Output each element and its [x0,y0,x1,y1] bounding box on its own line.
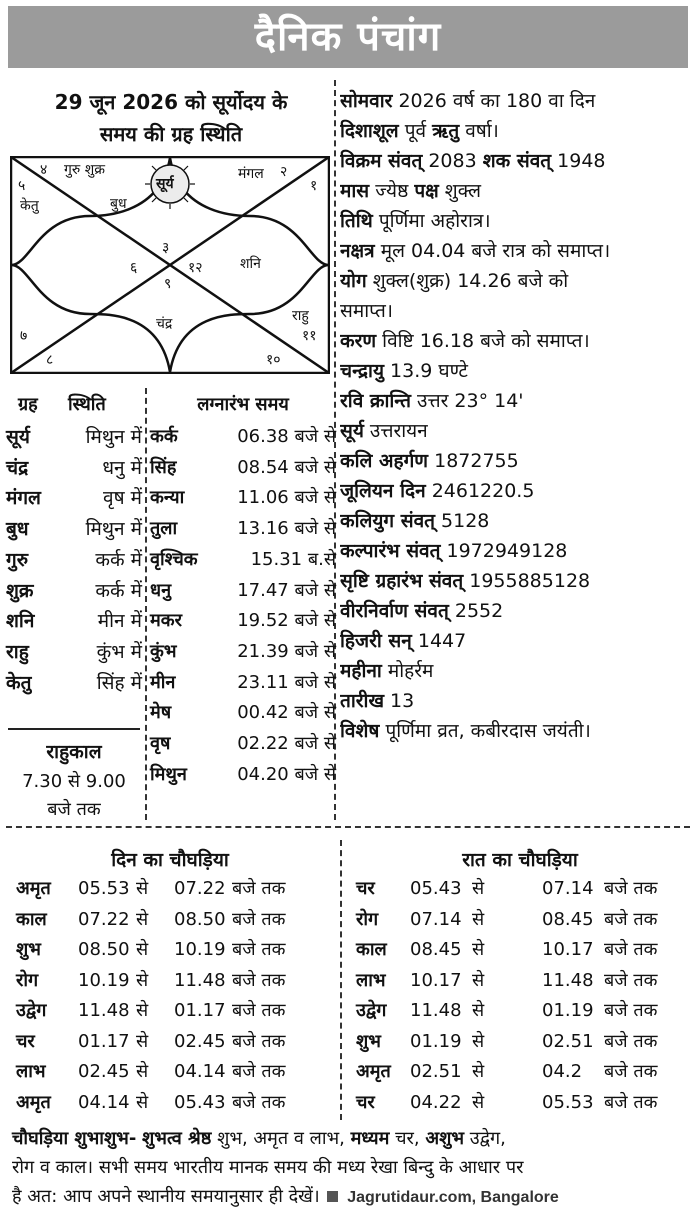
night-choghadiya-title: रात का चौघड़िया [462,849,578,871]
panchang-value: 2461220.5 [431,480,535,502]
choghadiya-row [356,996,684,1027]
choghadiya-end: 05.53 [542,1091,594,1113]
graha-row [6,453,142,484]
choghadiya-separator: से [472,1000,485,1021]
house-5-number: ५ [18,178,26,194]
panchang-value: मोहर्रम [387,660,434,682]
choghadiya-row [16,966,312,997]
panchang-row [340,506,692,536]
panchang-row [340,416,692,446]
lagna-time: 13.16 बजे से [237,518,336,540]
panchang-value: 5128 [441,510,490,532]
panchang-value: शुक्ल [444,180,481,202]
panchang-value: उत्तरायन [369,420,428,442]
panchang-key: मास [340,180,370,202]
choghadiya-name: अमृत [16,878,51,899]
graha-name: शनि [6,610,35,633]
choghadiya-suffix: बजे तक [232,1030,286,1052]
choghadiya-suffix: बजे तक [604,1061,658,1082]
graha-name: शुक्र [6,579,34,602]
lagna-name: धनु [150,579,172,601]
choghadiya-separator: से [472,939,485,960]
panchang-row [340,716,692,746]
panchang-row [340,446,692,476]
lagna-row [150,453,336,484]
planet-ketu: केतु [20,198,39,214]
lagna-row [150,514,336,545]
choghadiya-end: 10.17 [542,939,594,960]
lagna-time: 11.06 बजे से [237,487,336,509]
graha-row [6,576,142,607]
panchang-row [340,596,692,626]
choghadiya-separator: से [136,1030,149,1052]
graha-name: केतु [6,671,32,694]
panchang-row [340,206,692,236]
rahukaal-suffix: बजे तक [47,799,101,820]
panchang-key: महीना [340,660,382,682]
panchang-value: 2026 वर्ष का 180 वा दिन [398,90,596,112]
choghadiya-row [356,935,684,966]
choghadiya-suffix: बजे तक [604,1000,658,1021]
panchang-key: करण [340,330,377,352]
choghadiya-separator: से [136,878,149,899]
lagna-row [150,668,336,699]
panchang-value: पूर्णिमा अहोरात्र। [378,210,491,232]
planet-shani: शनि [240,256,261,272]
choghadiya-name: शुभ [16,939,41,960]
panchang-key: सृष्टि ग्रहारंभ संवत् [340,570,464,592]
choghadiya-row [16,1027,312,1058]
panchang-row [340,476,692,506]
lagna-row [150,729,336,760]
lagna-row [150,698,336,729]
house-1-number: १ [310,178,318,194]
panchang-value: 1948 [557,150,606,172]
choghadiya-suffix: बजे तक [232,878,286,899]
footer-note [12,1124,688,1212]
choghadiya-row [356,1088,684,1119]
graha-row [6,422,142,453]
choghadiya-name: लाभ [356,969,386,991]
graha-sign: कर्क में [95,579,142,602]
lagna-time: 23.11 बजे से [237,671,336,693]
panchang-row [340,236,692,266]
lagna-time: 19.52 बजे से [237,610,336,632]
choghadiya-start: 07.14 [410,908,462,930]
panchang-value: 13.9 घण्टे [390,360,468,382]
graha-table [6,422,142,698]
panchang-key: रवि क्रान्ति [340,390,411,412]
choghadiya-row [356,874,684,905]
house-12-number: १२ [188,260,203,276]
graha-name: बुध [6,518,29,541]
panchang-row [340,566,692,596]
planet-budh: बुध [110,196,127,212]
day-choghadiya-title: दिन का चौघड़िया [111,849,229,871]
lagna-time: 15.31 ब.से [250,548,336,570]
graha-name: मंगल [6,487,41,510]
panchang-row [340,266,692,296]
graha-sign: मिथुन में [85,426,142,448]
panchang-value: ज्येष्ठ [375,180,409,202]
choghadiya-start: 05.43 [410,878,462,899]
choghadiya-start: 04.14 [78,1091,130,1113]
panchang-key: चन्द्रायु [340,360,384,382]
choghadiya-end: 04.2 [542,1061,583,1082]
choghadiya-end: 02.45 [174,1030,226,1052]
choghadiya-name: अमृत [16,1091,51,1113]
choghadiya-start: 11.48 [78,1000,130,1021]
panchang-value: 2552 [454,600,504,622]
lagna-name: कुंभ [150,640,177,662]
panchang-key: कल्पारंभ संवत् [340,540,441,562]
graha-name: सूर्य [6,426,30,448]
lagna-header: लग्नारंभ समय [197,394,289,415]
panchang-key: योग [340,270,367,292]
panchang-row [340,656,692,686]
graha-row [6,483,142,514]
lagna-time: 02.22 बजे से [237,733,336,755]
choghadiya-start: 11.48 [410,1000,462,1021]
lagna-name: तुला [150,518,178,540]
graha-sign: मीन में [97,610,142,633]
panchang-value: समाप्त। [340,300,394,322]
choghadiya-suffix: बजे तक [604,878,658,899]
lagna-time: 17.47 बजे से [237,579,336,601]
graha-sign: धनु में [102,456,142,479]
panchang-key: तारीख [340,690,384,712]
panchang-key: विक्रम संवत् [340,150,423,172]
house-9-number: ९ [164,276,172,292]
lagna-time: 21.39 बजे से [237,640,336,662]
footer-best-label: शुभत्व श्रेष्ठ [142,1128,212,1149]
panchang-row [340,116,692,146]
panchang-value: 2083 [428,150,477,172]
panchang-row [340,296,692,326]
choghadiya-start: 08.50 [78,939,130,960]
chart-title-line-1: 29 जून 2026 को सूर्योदय के [54,90,288,114]
footer-bad-text: उद्वेग, [469,1128,506,1149]
lagna-name: वृष [150,733,171,755]
chart-title-line-2: समय की ग्रह स्थिति [99,122,243,146]
rahukaal-divider [8,728,140,730]
panchang-value: मूल 04.04 बजे रात्र को समाप्त। [380,240,611,262]
choghadiya-end: 04.14 [174,1061,226,1082]
lagna-name: मीन [150,671,176,693]
choghadiya-start: 02.45 [78,1061,130,1082]
choghadiya-row [356,966,684,997]
choghadiya-suffix: बजे तक [232,1061,286,1082]
kundli-chart [10,156,330,374]
panchang-row [340,86,692,116]
choghadiya-separator: से [136,939,149,960]
choghadiya-name: उद्वेग [356,1000,387,1021]
panchang-row [340,176,692,206]
panchang-details [340,86,692,746]
choghadiya-separator: से [136,1091,149,1113]
choghadiya-end: 01.17 [174,1000,226,1021]
lagna-time: 06.38 बजे से [237,426,336,447]
choghadiya-suffix: बजे तक [232,1000,286,1021]
panchang-value: पूर्णिमा व्रत, कबीरदास जयंती। [385,720,591,742]
planet-chandra: चंद्र [156,316,173,332]
choghadiya-separator: से [472,1061,485,1082]
panchang-key: जूलियन दिन [340,480,426,502]
choghadiya-name: लाभ [16,1061,46,1082]
choghadiya-start: 01.17 [78,1030,130,1052]
choghadiya-row [356,1027,684,1058]
footer-bad-label: अशुभ [425,1128,465,1149]
choghadiya-suffix: बजे तक [232,1091,286,1113]
house-8-number: ८ [46,352,54,368]
choghadiya-name: रोग [356,908,379,930]
graha-name: चंद्र [6,456,29,479]
choghadiya-end: 08.50 [174,908,226,930]
planet-rahu: राहु [292,308,309,324]
graha-row [6,514,142,545]
panchang-key: कलि अहर्गण [340,450,429,472]
footer-best-text: शुभ, अमृत व लाभ, [217,1128,345,1149]
column-divider [145,388,147,820]
house-7-number: ७ [20,328,28,344]
panchang-row [340,536,692,566]
choghadiya-name: अमृत [356,1061,391,1082]
footer-medium-text: चर, [395,1128,420,1149]
panchang-value: शुक्ल(शुक्र) 14.26 बजे को [372,270,569,292]
sthiti-header: स्थिति [68,394,106,415]
lagna-row [150,483,336,514]
rahukaal-time: 7.30 से 9.00 [22,771,126,792]
panchang-value: 1872755 [434,450,519,472]
lagna-name: कर्क [150,426,178,447]
choghadiya-end: 07.22 [174,878,226,899]
choghadiya-start: 04.22 [410,1091,462,1113]
choghadiya-row [356,1057,684,1088]
panchang-value: 1972949128 [446,540,568,562]
panchang-value: वर्षा। [465,120,499,142]
choghadiya-row [16,905,312,936]
choghadiya-suffix: बजे तक [604,1030,658,1052]
choghadiya-start: 07.22 [78,908,130,930]
choghadiya-separator: से [472,1091,485,1113]
graha-row [6,545,142,576]
lagna-name: मिथुन [150,763,187,785]
graha-sign: कुंभ में [96,640,142,663]
lagna-time: 08.54 बजे से [237,456,336,478]
choghadiya-end: 11.48 [174,969,226,991]
credit-text: Jagrutidaur.com, Bangalore [347,1189,559,1206]
lagna-name: मेष [150,702,172,724]
panchang-value: 1955885128 [469,570,591,592]
planet-mangal: मंगल [238,166,264,182]
choghadiya-suffix: बजे तक [232,908,286,930]
panchang-value: विष्टि 16.18 बजे को समाप्त। [382,330,590,352]
choghadiya-name: चर [356,878,375,899]
panchang-key: ऋतु [432,120,460,142]
panchang-key: सूर्य [340,420,364,442]
graha-name: गुरु [6,548,29,571]
choghadiya-name: उद्वेग [16,1000,47,1021]
lagna-name: वृश्चिक [150,548,198,570]
lagna-row [150,637,336,668]
planet-surya: सूर्य [156,176,174,192]
footer-line-3: है अत: आप अपने स्थानीय समयानुसार ही देखें। [12,1186,320,1207]
choghadiya-separator: से [472,969,485,991]
lagna-name: मकर [150,610,182,632]
footer-label: चौघड़िया शुभाशुभ- [12,1128,137,1149]
choghadiya-end: 07.14 [542,878,594,899]
choghadiya-suffix: बजे तक [232,969,286,991]
choghadiya-end: 11.48 [542,969,594,991]
choghadiya-name: काल [356,939,387,960]
choghadiya-row [16,996,312,1027]
lagna-time: 04.20 बजे से [237,763,336,785]
choghadiya-end: 02.51 [542,1030,594,1052]
choghadiya-separator: से [472,1030,485,1052]
choghadiya-separator: से [136,1061,149,1082]
lagna-row [150,606,336,637]
graha-sign: मिथुन में [85,518,142,541]
lagna-name: कन्या [150,487,185,509]
section-divider [6,826,690,828]
panchang-row [340,686,692,716]
lagna-name: सिंह [150,456,177,478]
panchang-key: विशेष [340,720,380,742]
panchang-row [340,356,692,386]
footer-line-2: रोग व काल। सभी समय भारतीय मानक समय की मध्य रेखा बिन्दु के आधार पर [12,1157,524,1178]
graha-header: ग्रह [18,394,38,415]
lagna-row [150,576,336,607]
choghadiya-end: 05.43 [174,1091,226,1113]
choghadiya-end: 10.19 [174,939,226,960]
choghadiya-start: 05.53 [78,878,130,899]
choghadiya-separator: से [472,878,485,899]
choghadiya-row [16,1088,312,1119]
panchang-key: दिशाशूल [340,120,399,142]
choghadiya-separator: से [136,908,149,930]
choghadiya-suffix: बजे तक [604,939,658,960]
panchang-key: कलियुग संवत् [340,510,435,532]
house-2-number: २ [280,164,288,180]
panchang-value: उत्तर 23° 14' [417,390,524,412]
choghadiya-suffix: बजे तक [604,908,658,930]
choghadiya-separator: से [136,969,149,991]
column-divider [340,840,342,1120]
choghadiya-suffix: बजे तक [232,939,286,960]
panchang-value: पूर्व [404,120,427,142]
choghadiya-separator: से [136,1000,149,1021]
choghadiya-start: 08.45 [410,939,462,960]
panchang-row [340,386,692,416]
house-3-number: ३ [162,240,170,256]
house-4-number: ४ [40,162,48,178]
lagna-row [150,760,336,791]
choghadiya-row [356,905,684,936]
page-title: दैनिक पंचांग [8,6,688,68]
choghadiya-end: 01.19 [542,1000,594,1021]
graha-sign: वृष में [103,487,142,510]
choghadiya-suffix: बजे तक [604,1091,658,1113]
choghadiya-name: रोग [16,969,39,991]
graha-name: राहु [6,640,29,663]
choghadiya-suffix: बजे तक [604,969,658,991]
choghadiya-name: चर [16,1030,35,1052]
panchang-row [340,326,692,356]
panchang-value: 1447 [417,630,467,652]
planet-guru-shukra: गुरु शुक्र [64,162,105,178]
panchang-key: हिजरी सन् [340,630,412,652]
rahukaal-title: राहुकाल [46,741,102,763]
panchang-key: शक संवत् [482,150,552,172]
choghadiya-name: शुभ [356,1030,381,1052]
panchang-key: पक्ष [414,180,439,202]
graha-row [6,637,142,668]
choghadiya-separator: से [472,908,485,930]
graha-row [6,606,142,637]
panchang-key: तिथि [340,210,373,232]
lagna-row [150,545,336,576]
panchang-row [340,626,692,656]
house-11-number: ११ [302,328,317,344]
choghadiya-row [16,935,312,966]
choghadiya-row [16,1057,312,1088]
credit-square-icon [327,1191,338,1202]
house-10-number: १० [266,352,281,368]
graha-row [6,668,142,699]
lagna-time: 00.42 बजे से [237,702,336,724]
choghadiya-name: चर [356,1091,375,1113]
choghadiya-start: 01.19 [410,1030,462,1052]
choghadiya-name: काल [16,908,47,930]
lagna-row [150,422,336,453]
panchang-row [340,146,692,176]
panchang-key: सोमवार [340,90,393,112]
choghadiya-start: 10.17 [410,969,462,991]
lagna-table [150,422,336,790]
choghadiya-start: 10.19 [78,969,130,991]
panchang-key: नक्षत्र [340,240,375,262]
graha-sign: कर्क में [95,548,142,571]
footer-medium-label: मध्यम [350,1128,390,1149]
graha-sign: सिंह में [96,671,142,694]
house-6-number: ६ [130,260,138,276]
choghadiya-row [16,874,312,905]
choghadiya-end: 08.45 [542,908,594,930]
panchang-value: 13 [390,690,415,712]
panchang-key: वीरनिर्वाण संवत् [340,600,449,622]
choghadiya-start: 02.51 [410,1061,462,1082]
